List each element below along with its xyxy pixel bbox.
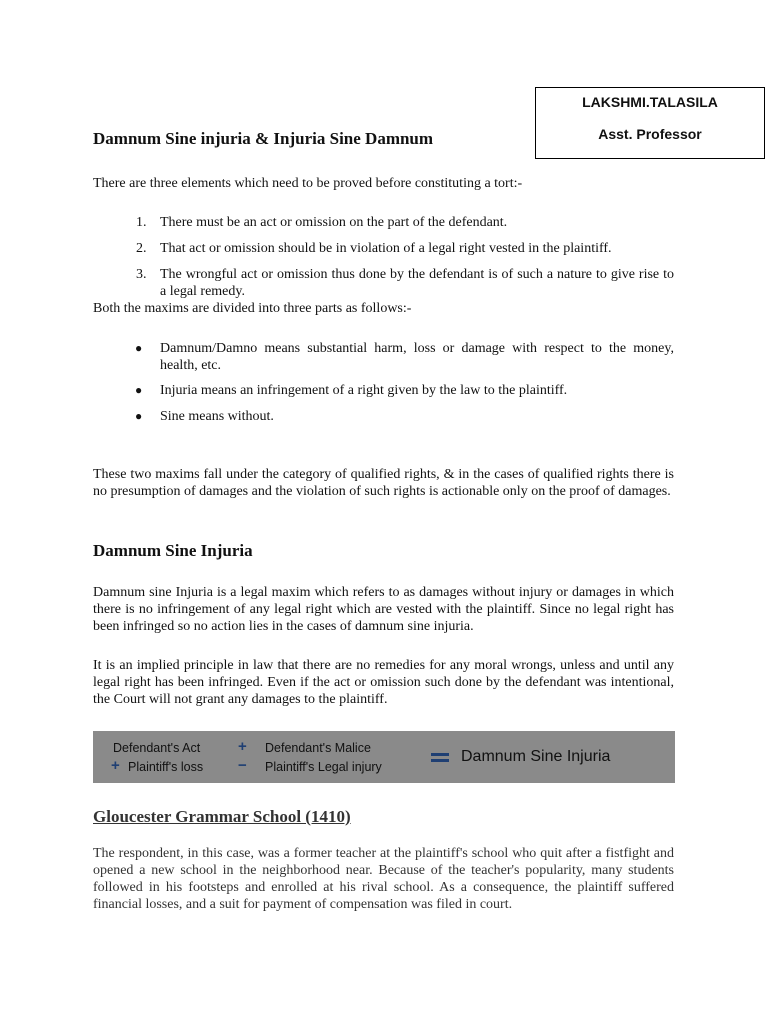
formula-term-defendants-malice: Defendant's Malice [265, 741, 371, 755]
formula-term-plaintiffs-loss: Plaintiff's loss [128, 760, 204, 774]
case-paragraph: The respondent, in this case, was a former teacher at the plaintiff's school who quit after a fistfight and opened a new school in the neighborhood near. Because of the teacher's popularity, many students followed in his footsteps and enrolled at his rival school. As a consequence, the plaintiff suffered financial losses, and a suit for payment of compensation was filed in court. [93, 846, 674, 912]
plus-icon: + [111, 757, 120, 774]
list-number: 1. [136, 215, 147, 230]
section-heading: Damnum Sine Injuria [93, 541, 253, 560]
author-box [535, 87, 765, 159]
author-role: Asst. Professor [598, 126, 702, 142]
plus-icon: + [238, 738, 247, 755]
formula-term-plaintiffs-legal-injury: Plaintiff's Legal injury [265, 760, 382, 774]
list-item [93, 240, 674, 257]
list-item [93, 214, 674, 231]
formula-banner [93, 731, 675, 783]
qualified-rights-paragraph: These two maxims fall under the category of qualified rights, & in the cases of qualified rights there is no presumption of damages and the violation of such rights is actionable only on the proof of damages. [93, 467, 674, 499]
list-text: Sine means without. [160, 409, 274, 424]
formula-term-defendants-act: Defendant's Act [113, 741, 201, 755]
list-text: There must be an act or omission on the part of the defendant. [160, 215, 508, 230]
page-title: Damnum Sine injuria & Injuria Sine Damnum [93, 129, 434, 148]
list-text: Damnum/Damno means substantial harm, loss or damage with respect to the money, health, etc. [160, 341, 674, 373]
maxims-intro: Both the maxims are divided into three parts as follows:- [93, 301, 412, 316]
bullet-icon: ● [135, 341, 143, 355]
list-number: 3. [136, 267, 147, 282]
equals-icon [431, 759, 449, 762]
equals-icon [431, 753, 449, 756]
bullet-icon: ● [135, 383, 143, 397]
principle-paragraph: It is an implied principle in law that there are no remedies for any moral wrongs, unless and until any legal right has been infringed. Even if the act or omission such done by the defendant was intentional, the Court will not grant any damages to the plaintiff. [93, 658, 674, 707]
list-text: Injuria means an infringement of a right given by the law to the plaintiff. [160, 383, 568, 398]
list-text: The wrongful act or omission thus done by the defendant is of such a nature to give rise to a legal remedy. [160, 267, 674, 299]
definition-paragraph: Damnum sine Injuria is a legal maxim which refers to as damages without injury or damages in which there is no infringement of any legal right which are vested with the plaintiff. Since no legal right has been infringed so no action lies in the cases of damnum sine injuria. [93, 585, 674, 634]
list-item [93, 408, 674, 425]
list-number: 2. [136, 241, 147, 256]
formula-result: Damnum Sine Injuria [461, 748, 611, 765]
author-name: LAKSHMI.TALASILA [582, 94, 718, 110]
list-item [93, 382, 674, 399]
case-heading: Gloucester Grammar School (1410) [93, 807, 351, 826]
list-item [93, 266, 674, 300]
intro-text: There are three elements which need to be proved before constituting a tort:- [93, 176, 523, 191]
list-text: That act or omission should be in violation of a legal right vested in the plaintiff. [160, 241, 612, 256]
minus-icon: − [238, 757, 247, 774]
bullet-icon: ● [135, 409, 143, 423]
list-item [93, 340, 674, 374]
